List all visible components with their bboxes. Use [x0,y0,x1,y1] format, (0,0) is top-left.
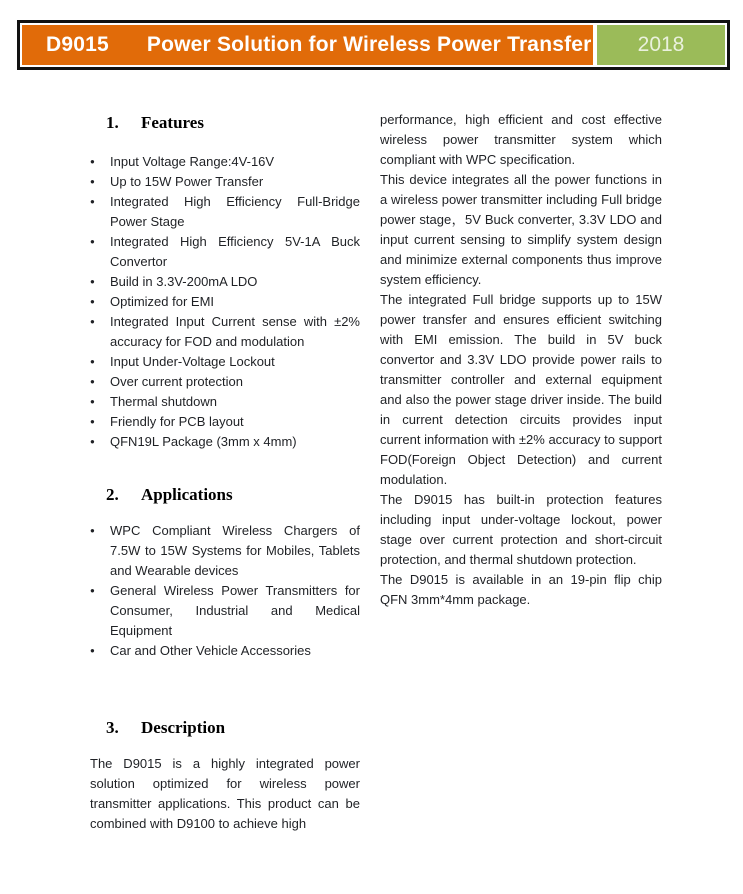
body-paragraph: performance, high efficient and cost effective wireless power transmitter system which compliant with WPC specification. [380,112,662,167]
description-heading-label: Description [141,718,226,737]
left-column [88,100,360,834]
feature-item [88,372,360,392]
feature-item [88,312,360,352]
feature-item [88,412,360,432]
feature-item-text: Integrated High Efficiency 5V-1A Buck Convertor [110,234,360,269]
feature-item-text: Optimized for EMI [110,294,215,309]
bullet-icon: ● [90,586,95,595]
application-item [88,521,360,581]
applications-list [88,521,360,661]
bullet-icon: ● [90,357,95,366]
bullet-icon: ● [90,277,95,286]
bullet-icon: ● [90,197,95,206]
feature-item [88,192,360,232]
header-inner [22,25,725,65]
features-list [88,152,360,452]
applications-heading-label: Applications [141,485,233,504]
header-title-bar [22,25,593,65]
doc-title: Power Solution for Wireless Power Transfer [146,33,592,56]
feature-item [88,352,360,372]
feature-item-text: Integrated Input Current sense with ±2% accuracy for FOD and modulation [110,314,360,349]
description-heading-number: 3. [106,718,119,737]
year-text: 2018 [637,33,685,56]
feature-item [88,432,360,452]
feature-item-text: Up to 15W Power Transfer [110,174,264,189]
application-item [88,641,360,661]
description-text [88,754,360,834]
year-badge [597,25,725,65]
applications-heading-number: 2. [106,485,119,504]
feature-item [88,172,360,192]
feature-item [88,152,360,172]
feature-item-text: Input Voltage Range:4V-16V [110,154,275,169]
body-paragraph: The D9015 has built-in protection features including input under-voltage lockout, power stage over current protection and short-circuit protection, and thermal shutdown protection. [380,492,662,567]
body-paragraph: This device integrates all the power functions in a wireless power transmitter including Full bridge power stage，5V Buck converter, 3.3V LDO and input current sensing to simplify system design and minimize external components thus improve system efficiency. [380,172,662,287]
feature-item-text: Build in 3.3V-200mA LDO [110,274,258,289]
description-paragraph: The D9015 is a highly integrated power solution optimized for wireless power transmitter applications. This product can be combined with D9100 to achieve high [90,756,360,831]
features-heading [88,113,360,132]
feature-item-text: Over current protection [110,374,243,389]
body-paragraph: The integrated Full bridge supports up to 15W power transfer and ensures efficient switching with EMI emission. The build in 5V buck convertor and 3.3V LDO provide power rails to transmitter controller and external equipment and also the power stage driver inside. The build in current detection circuits provides input current information with ±2% accuracy to support FOD(Foreign Object Detection) and current modulation. [380,292,662,487]
feature-item-text: Integrated High Efficiency Full-Bridge Power Stage [110,194,360,229]
part-number: D9015 [46,33,109,56]
application-item-text: Car and Other Vehicle Accessories [110,643,311,658]
bullet-icon: ● [90,237,95,246]
right-column [380,100,662,834]
bullet-icon: ● [90,397,95,406]
applications-heading [88,485,360,504]
feature-item [88,272,360,292]
feature-item-text: Thermal shutdown [110,394,217,409]
description-heading [88,718,360,737]
bullet-icon: ● [90,437,95,446]
feature-item [88,292,360,312]
application-item-text: General Wireless Power Transmitters for Consumer, Industrial and Medical Equipment [110,583,360,638]
header-band [17,20,730,70]
features-heading-label: Features [141,113,204,132]
application-item [88,581,360,641]
bullet-icon: ● [90,526,95,535]
feature-item [88,392,360,412]
feature-item [88,232,360,272]
bullet-icon: ● [90,317,95,326]
feature-item-text: Friendly for PCB layout [110,414,244,429]
bullet-icon: ● [90,177,95,186]
bullet-icon: ● [90,417,95,426]
feature-item-text: Input Under-Voltage Lockout [110,354,275,369]
bullet-icon: ● [90,646,95,655]
bullet-icon: ● [90,297,95,306]
features-heading-number: 1. [106,113,119,132]
feature-item-text: QFN19L Package (3mm x 4mm) [110,434,297,449]
bullet-icon: ● [90,157,95,166]
application-item-text: WPC Compliant Wireless Chargers of 7.5W to 15W Systems for Mobiles, Tablets and Wearable devices [110,523,360,578]
body-paragraph: The D9015 is available in an 19-pin flip chip QFN 3mm*4mm package. [380,572,662,607]
bullet-icon: ● [90,377,95,386]
